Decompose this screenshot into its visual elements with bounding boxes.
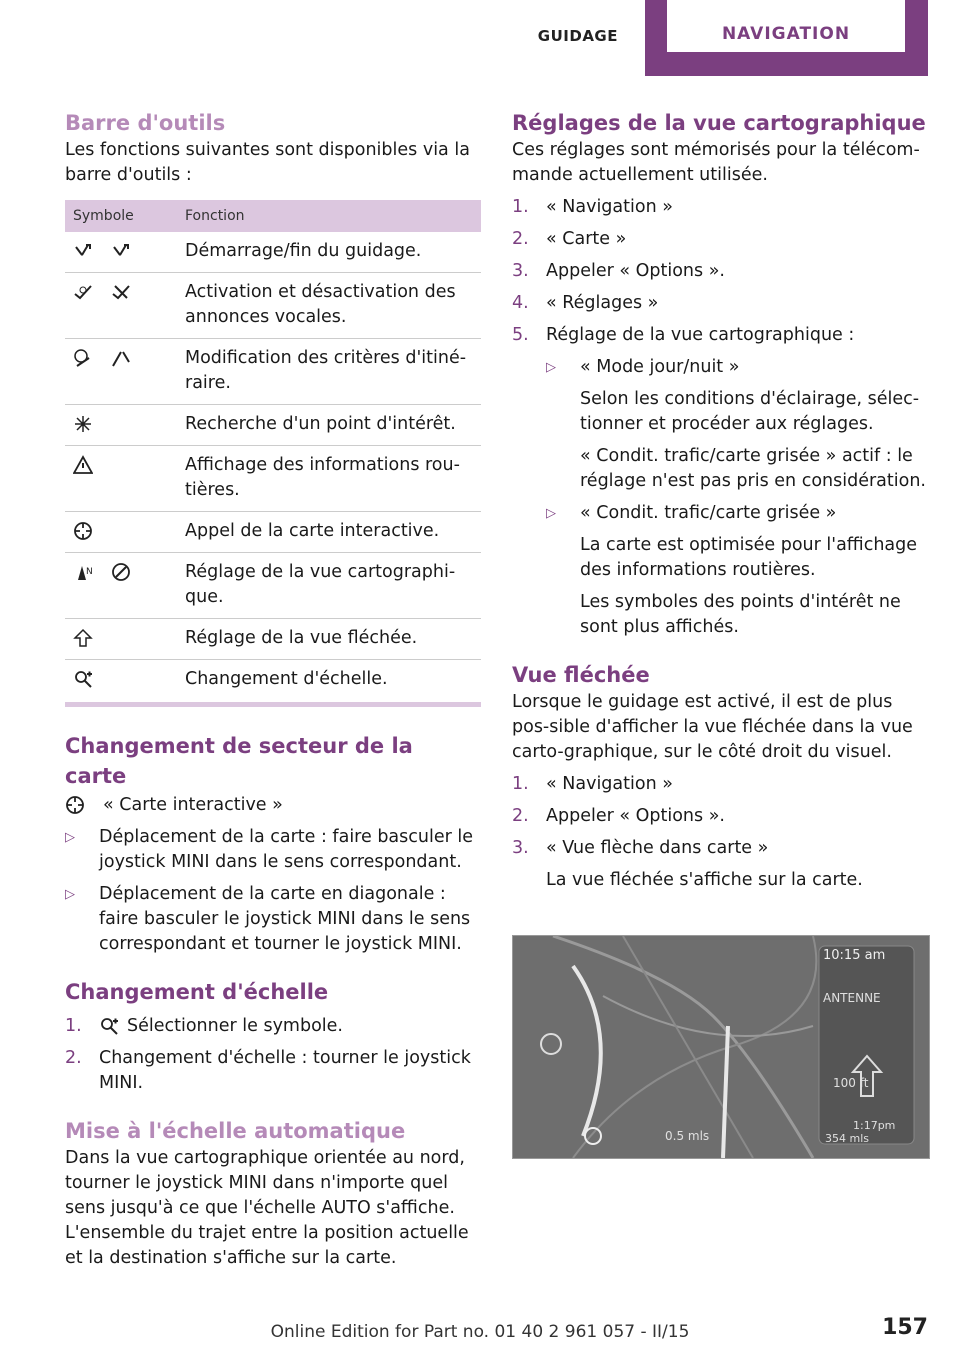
settings-intro: Ces réglages sont mémorisés pour la télécom-mande actuellement utilisée. xyxy=(512,140,920,185)
zoom-icon xyxy=(99,1016,119,1036)
sector-title: Changement de secteur de la carte xyxy=(65,734,413,788)
table-row xyxy=(65,553,481,619)
toolbar-intro: Les fonctions suivantes sont disponibles via la barre d'outils : xyxy=(65,140,470,185)
crosshair-icon xyxy=(65,795,85,815)
crosshair-icon xyxy=(73,521,93,541)
table-cell: Modification des critères d'itiné-raire. xyxy=(179,339,481,405)
screen-scale: 0.5 mls xyxy=(665,1129,710,1143)
screen-remaining: 354 mls xyxy=(825,1132,869,1145)
sector-label: « Carte interactive » xyxy=(103,795,283,815)
list-item: ▷ Déplacement de la carte : faire basculer le joystick MINI dans le sens correspondant. xyxy=(65,827,473,872)
left-column xyxy=(65,108,481,1271)
settings-title: Réglages de la vue cartographique xyxy=(512,111,926,135)
sector-bullets xyxy=(65,825,481,957)
right-column xyxy=(512,108,928,893)
scale-title: Changement d'échelle xyxy=(65,980,329,1004)
table-cell: Affichage des informations rou-tières. xyxy=(179,446,481,512)
list-item: 1. Sélectionner le symbole. xyxy=(65,1016,343,1036)
table-row xyxy=(65,619,481,660)
list-item: 1. « Navigation » xyxy=(512,197,673,217)
arrow-up-icon xyxy=(73,628,93,648)
table-row xyxy=(65,660,481,701)
table-row xyxy=(65,446,481,512)
col-function-header: Fonction xyxy=(179,200,481,232)
list-item: 4. « Réglages » xyxy=(512,293,659,313)
settings-steps xyxy=(512,195,928,348)
route-criteria-icon xyxy=(73,348,93,368)
route-criteria-icon xyxy=(111,348,131,368)
screen-eta: 1:17pm xyxy=(853,1119,896,1132)
col-symbol-header: Symbole xyxy=(65,200,179,232)
scale-steps xyxy=(65,1014,481,1096)
table-cell: Recherche d'un point d'intérêt. xyxy=(179,405,481,446)
warning-icon xyxy=(73,455,93,475)
auto-title: Mise à l'échelle automatique xyxy=(65,1119,406,1143)
list-item: 3. « Vue flèche dans carte » La vue fléchée s'affiche sur la carte. xyxy=(512,838,863,890)
screen-antenna: ANTENNE xyxy=(823,991,881,1005)
list-item: 5. Réglage de la vue cartographique : xyxy=(512,325,855,345)
compass-icon xyxy=(111,562,131,582)
table-row xyxy=(65,512,481,553)
footer-edition: Online Edition for Part no. 01 40 2 961 057 - II/15 xyxy=(270,1322,690,1342)
list-item: ▷ « Mode jour/nuit » Selon les conditions d'éclairage, sélec-tionner et procéder aux réglages. « Condit. trafic/carte grisée » actif : le réglage n'est pas pris en considération. xyxy=(546,357,926,491)
list-item: 3. Appeler « Options ». xyxy=(512,261,725,281)
list-item: 2. Appeler « Options ». xyxy=(512,806,725,826)
header-chapter-tab xyxy=(645,0,928,76)
navigation-screen-photo xyxy=(512,935,930,1159)
voice-on-icon xyxy=(73,282,93,302)
arrow-steps xyxy=(512,772,928,893)
svg-text:N: N xyxy=(86,567,93,577)
screen-time: 10:15 am xyxy=(823,948,886,963)
page-number: 157 xyxy=(882,1315,928,1340)
arrow-intro: Lorsque le guidage est activé, il est de plus pos-sible d'afficher la vue fléchée dans la vue carto-graphique, sur le côté droit du visuel. xyxy=(512,692,913,762)
header-section-label: GUIDAGE xyxy=(537,27,618,45)
table-cell: Changement d'échelle. xyxy=(185,669,388,689)
toolbar-title: Barre d'outils xyxy=(65,111,226,135)
table-row xyxy=(65,339,481,405)
table-cell: Activation et désactivation des annonces vocales. xyxy=(179,273,481,339)
voice-off-icon xyxy=(111,282,131,302)
screen-distance: 100 ft xyxy=(833,1076,869,1090)
header-section-tab xyxy=(512,0,644,76)
list-item: 2. « Carte » xyxy=(512,229,627,249)
arrow-title: Vue fléchée xyxy=(512,663,650,687)
settings-substeps xyxy=(512,355,928,640)
list-item: ▷ Déplacement de la carte en diagonale : faire basculer le joystick MINI dans le sens correspondant et tourner le joystick MINI. xyxy=(65,884,471,954)
table-row xyxy=(65,232,481,273)
table-cell: Réglage de la vue cartographi-que. xyxy=(179,553,481,619)
list-item: ▷ « Condit. trafic/carte grisée » La carte est optimisée pour l'affichage des informations routières. Les symboles des points d'intérêt ne sont plus affichés. xyxy=(546,503,918,637)
route-icon xyxy=(73,241,93,261)
list-item: 2. Changement d'échelle : tourner le joystick MINI. xyxy=(65,1048,471,1093)
table-cell: Appel de la carte interactive. xyxy=(179,512,481,553)
table-cell: Réglage de la vue fléchée. xyxy=(179,619,481,660)
list-item: 1. « Navigation » xyxy=(512,774,673,794)
table-cell: Démarrage/fin du guidage. xyxy=(179,232,481,273)
auto-text: Dans la vue cartographique orientée au nord, tourner le joystick MINI dans n'importe quel sens jusqu'à ce que l'échelle AUTO s'affiche. L'ensemble du trajet entre la position actuelle et la destination s'affiche sur la carte. xyxy=(65,1148,469,1268)
route-icon xyxy=(111,241,131,261)
poi-icon xyxy=(73,414,93,434)
table-row xyxy=(65,405,481,446)
symbol-table xyxy=(65,200,481,700)
zoom-icon xyxy=(73,669,93,689)
header-chapter-label: NAVIGATION xyxy=(721,24,851,44)
north-up-icon xyxy=(73,562,93,582)
table-row xyxy=(65,273,481,339)
